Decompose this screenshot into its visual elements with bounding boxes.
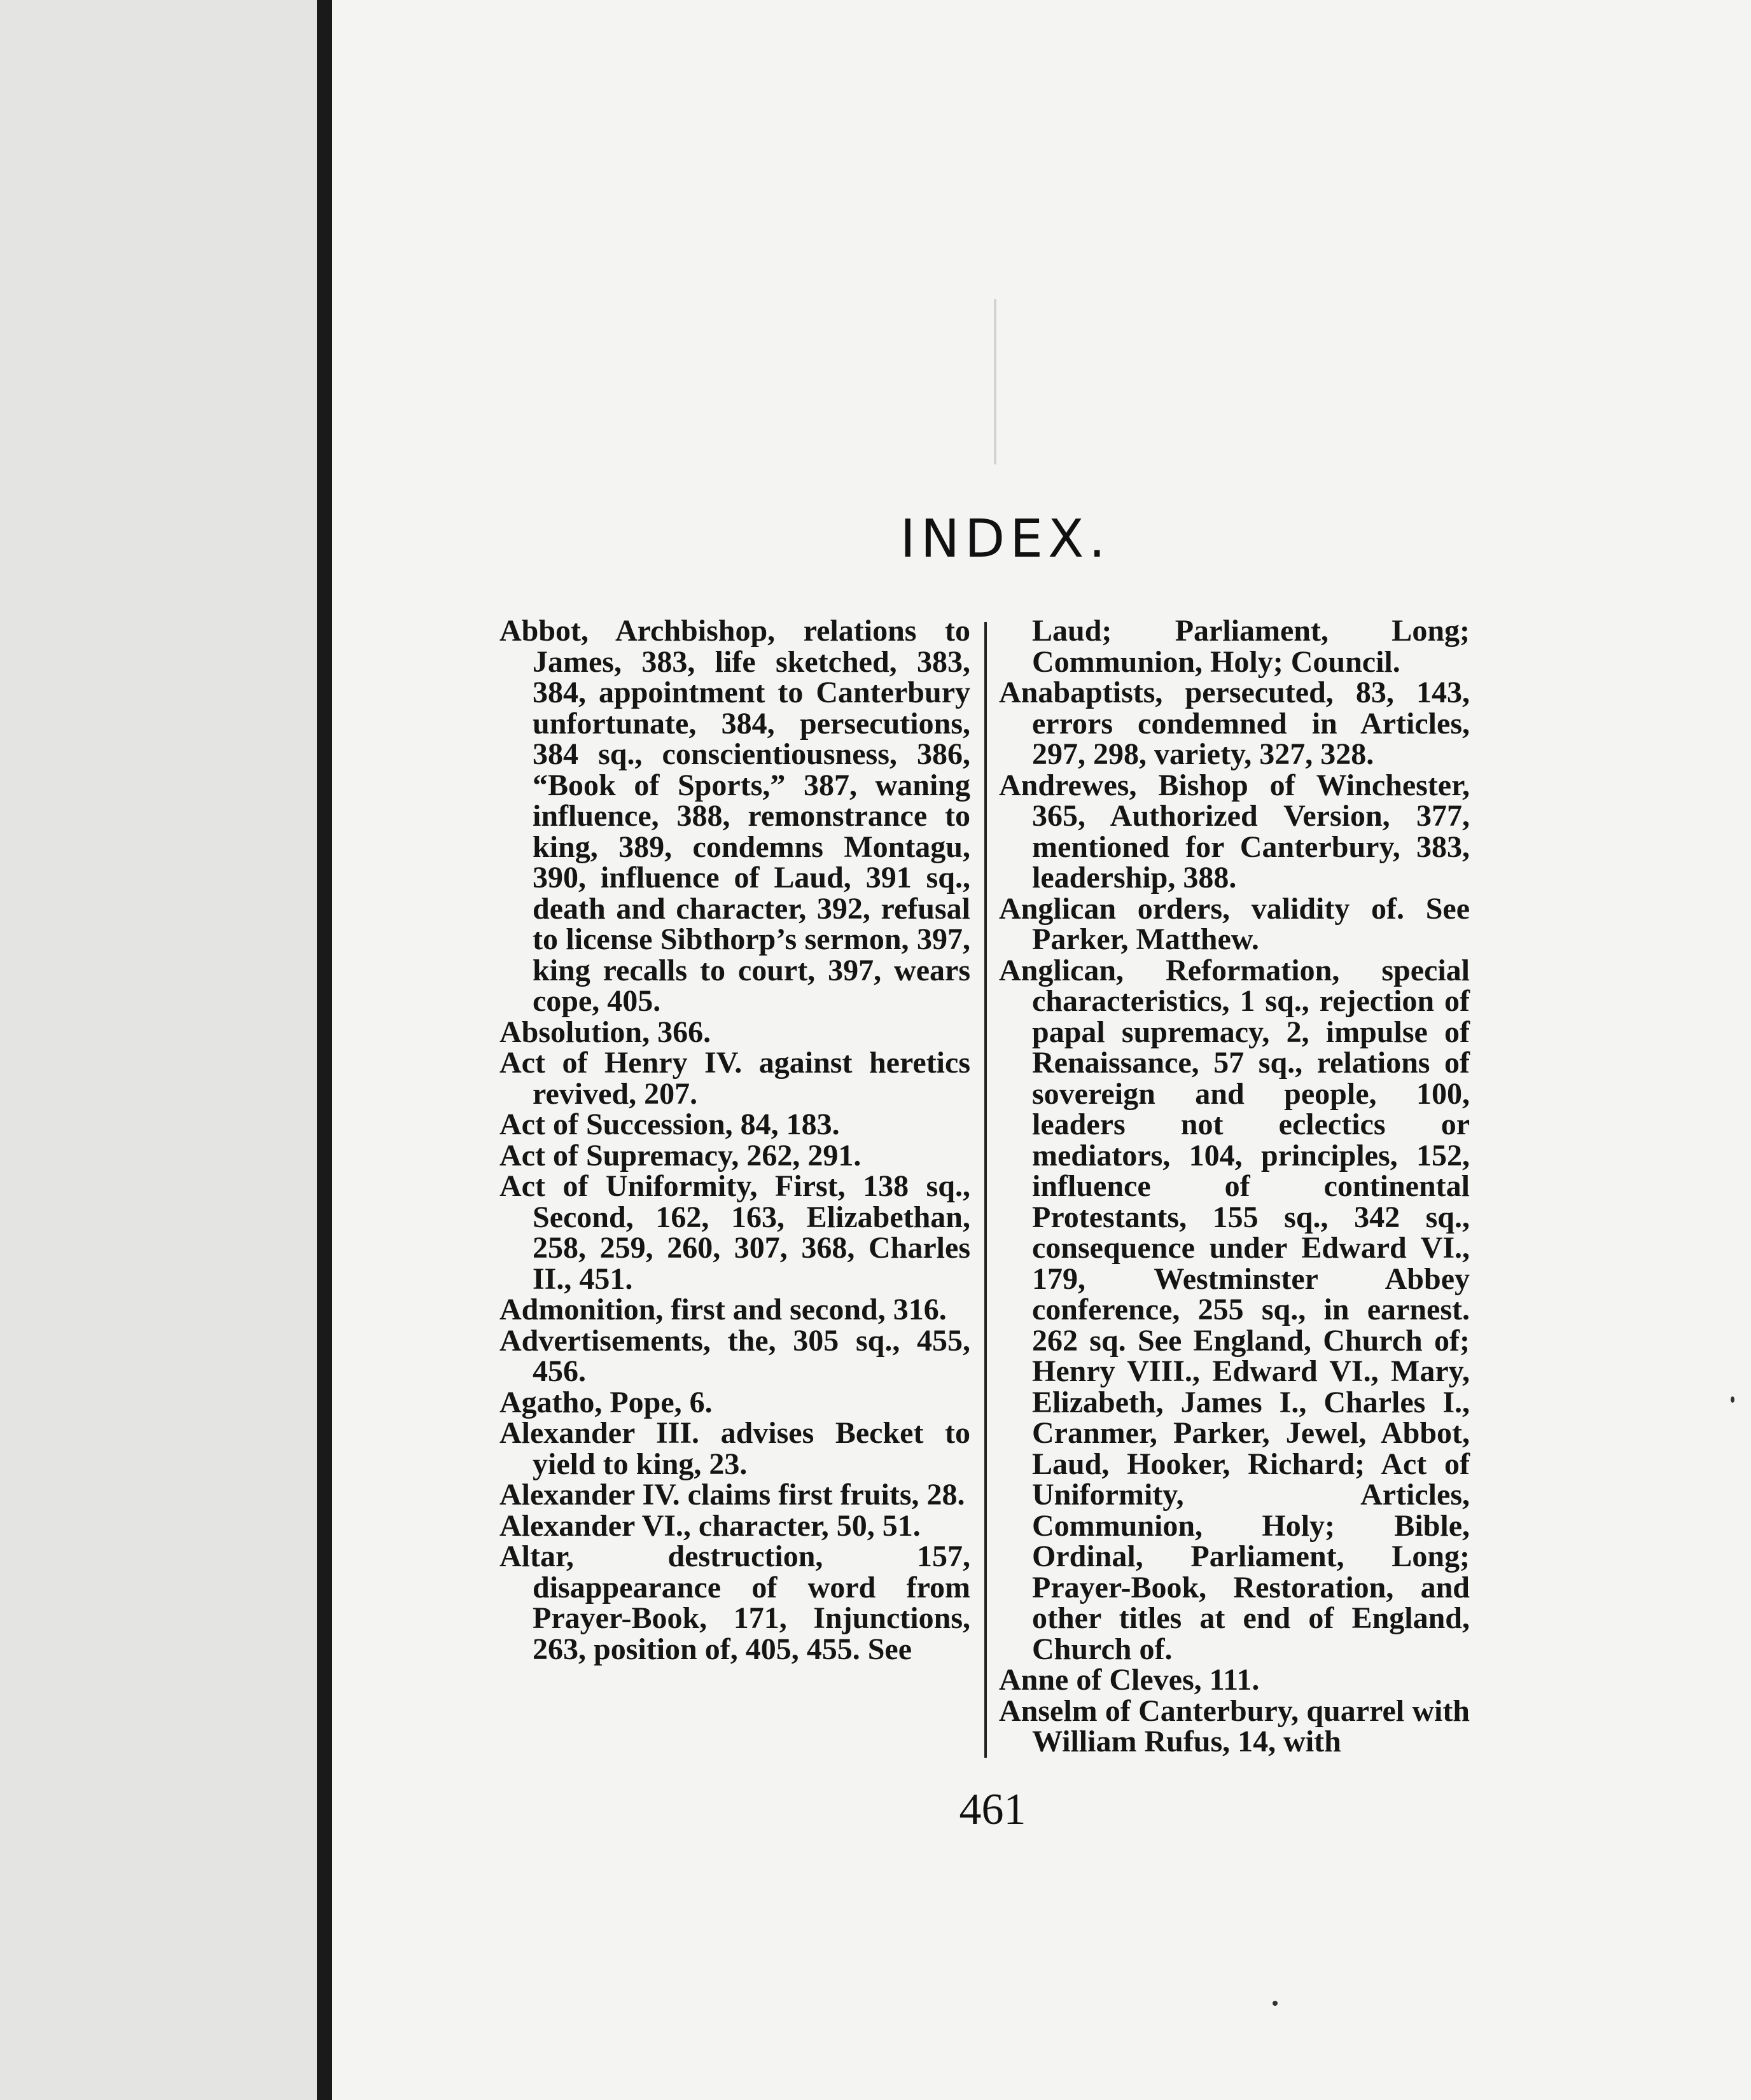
index-column-right: [999, 616, 1470, 1758]
index-entry-abbot: Abbot, Archbishop, relations to James, 383, life sketched, 383, 384, appointment to Canterbury unfortunate, 384, persecutions, 384 sq., conscientiousness, 386, “Book of Sports,” 387, waning influence, 388, remonstrance to king, 389, condemns Montagu, 390, influence of Laud, 391 sq., death and character, 392, refusal to license Sibthorp’s sermon, 397, king recalls to court, 397, wears cope, 405.: [499, 614, 970, 1018]
show-through-rule: [994, 299, 996, 464]
index-entry-act-uniformity: Act of Uniformity, First, 138 sq., Second, 162, 163, Elizabethan, 258, 259, 260, 307, 368, Charles II., 451.: [499, 1169, 970, 1296]
index-entry-anglican-orders: Anglican orders, validity of. See Parker, Matthew.: [999, 891, 1470, 956]
index-entry-anne-of-cleves: Anne of Cleves, 111.: [999, 1663, 1260, 1697]
page-title: INDEX.: [900, 509, 1111, 569]
book-gutter: [317, 0, 332, 2100]
index-entry-advertisements: Advertisements, the, 305 sq., 455, 456.: [499, 1323, 970, 1388]
index-entry-alexander-vi: Alexander VI., character, 50, 51.: [499, 1508, 921, 1543]
index-entry-anselm: Anselm of Canterbury, quarrel with William Rufus, 14, with: [999, 1693, 1470, 1758]
index-entry-act-succession: Act of Succession, 84, 183.: [499, 1108, 840, 1141]
index-entry-admonition: Admonition, first and second, 316.: [499, 1293, 947, 1326]
index-entry-act-supremacy: Act of Supremacy, 262, 291.: [499, 1138, 862, 1172]
show-through-header: [905, 210, 1350, 248]
index-column-left: [499, 616, 970, 1665]
index-entry-anabaptists: Anabaptists, persecuted, 83, 143, errors condemned in Articles, 297, 298, variety, 327, 328.: [999, 676, 1470, 771]
column-divider: [984, 622, 987, 1758]
index-entry-act-henry-iv: Act of Henry IV. against heretics revived, 207.: [499, 1046, 970, 1111]
index-entry-anglican-reformation: Anglican, Reformation, special characteristics, 1 sq., rejection of papal supremacy, 2, impulse of Renaissance, 57 sq., relations of sovereign and people, 100, leaders not eclectics or mediators, 104, principles, 152, influence of continental Protestants, 155 sq., 342 sq., consequence under Edward VI., 179, Westminster Abbey conference, 255 sq., in earnest. 262 sq. See England, Church of; Henry VIII., Edward VI., Mary, Elizabeth, James I., Charles I., Cranmer, Parker, Jewel, Abbot, Laud, Hooker, Richard; Act of Uniformity, Articles, Communion, Holy; Bible, Ordinal, Parliament, Long; Prayer-Book, Restoration, and other titles at end of England, Church of.: [999, 953, 1470, 1666]
index-entry-alexander-iv: Alexander IV. claims first fruits, 28.: [499, 1478, 965, 1512]
facing-page: [0, 0, 318, 2100]
speck-mark: [1273, 2001, 1278, 2006]
page-number: 461: [959, 1785, 1026, 1834]
speck-mark: [1731, 1396, 1734, 1403]
index-entry-continuation: Laud; Parliament, Long; Communion, Holy; Council.: [1032, 614, 1470, 679]
index-entry-agatho: Agatho, Pope, 6.: [499, 1385, 713, 1419]
index-entry-altar: Altar, destruction, 157, disappearance of word from Prayer-Book, 171, Injunctions, 263, position of, 405, 455. See: [499, 1540, 970, 1666]
index-entry-alexander-iii: Alexander III. advises Becket to yield to king, 23.: [499, 1416, 970, 1481]
index-entry-absolution: Absolution, 366.: [499, 1015, 711, 1049]
index-entry-andrewes: Andrewes, Bishop of Winchester, 365, Authorized Version, 377, mentioned for Canterbury, 383, leadership, 388.: [999, 768, 1470, 894]
